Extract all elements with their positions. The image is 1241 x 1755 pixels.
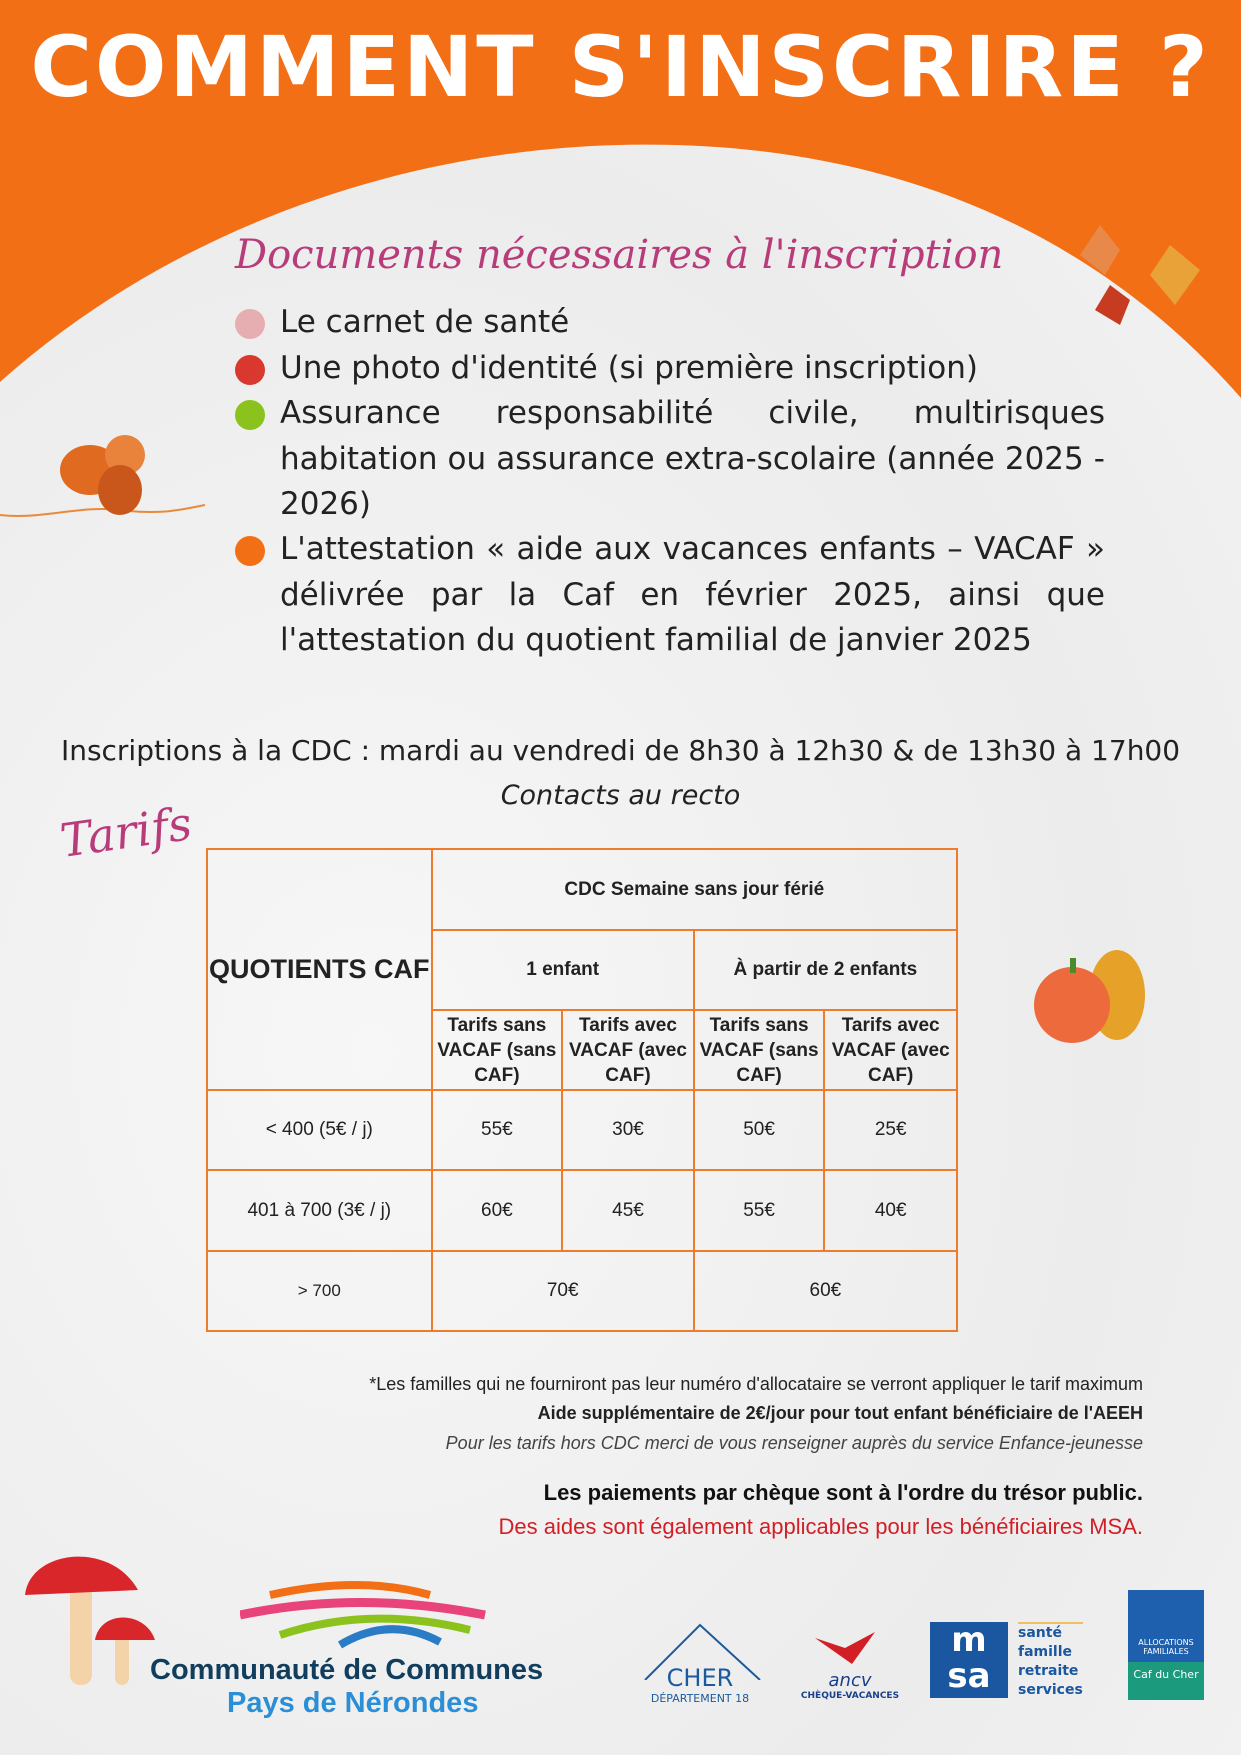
cell: 55€ (432, 1090, 563, 1170)
cell: 55€ (694, 1170, 825, 1251)
ancv-logo: ancv CHÈQUE-VACANCES (800, 1630, 900, 1701)
msa-logo: m sa santé famille retraite services (930, 1622, 1083, 1700)
cell: 45€ (562, 1170, 694, 1251)
bullet-icon (235, 309, 265, 339)
cell: 60€ (432, 1170, 563, 1251)
bullet-icon (235, 536, 265, 566)
contacts-note: Contacts au recto (500, 780, 741, 811)
ancv-bird-icon (810, 1630, 890, 1666)
cell: 50€ (694, 1090, 825, 1170)
mushrooms-illustration (20, 1540, 160, 1690)
column-header: Tarifs avec VACAF (avec CAF) (824, 1010, 957, 1090)
table-row (207, 1170, 957, 1251)
cell: 70€ (432, 1251, 694, 1331)
table-row (207, 1251, 957, 1331)
bullet-icon (235, 400, 265, 430)
column-header: Tarifs sans VACAF (sans CAF) (694, 1010, 825, 1090)
table-row (207, 1090, 957, 1170)
document-item: L'attestation « aide aux vacances enfants – VACAF » délivrée par la Caf en février 2025, ainsi que l'attestation du quotient familial de janvier 2025 (235, 527, 1105, 664)
cdc-logo-swooshes (240, 1580, 490, 1650)
page-title: COMMENT S'INSCRIRE ? (30, 18, 1211, 116)
cdc-logo: Communauté de Communes Pays de Nérondes (150, 1580, 543, 1720)
tarifs-heading: Tarifs (56, 796, 195, 868)
period-header: CDC Semaine sans jour férié (432, 849, 957, 930)
row-label: < 400 (5€ / j) (207, 1090, 432, 1170)
tarifs-table (206, 848, 958, 1332)
cell: 30€ (562, 1090, 694, 1170)
note-allocataire: *Les familles qui ne fourniront pas leur numéro d'allocataire se verront appliquer le tarif maximum (369, 1374, 1143, 1394)
document-item: Le carnet de santé (235, 300, 1105, 346)
document-item: Assurance responsabilité civile, multirisques habitation ou assurance extra-scolaire (année 2025 - 2026) (235, 391, 1105, 528)
squirrel-illustration (0, 410, 220, 530)
column-header: Tarifs avec VACAF (avec CAF) (562, 1010, 694, 1090)
document-item: Une photo d'identité (si première inscription) (235, 346, 1105, 392)
bullet-icon (235, 355, 265, 385)
cell: 40€ (824, 1170, 957, 1251)
inscription-hours: Inscriptions à la CDC : mardi au vendredi de 8h30 à 12h30 & de 13h30 à 17h00 (60, 734, 1181, 767)
row-label: > 700 (207, 1251, 432, 1331)
note-aeeh: Aide supplémentaire de 2€/jour pour tout enfant bénéficiaire de l'AEEH (537, 1403, 1143, 1423)
cher-logo: CHER DÉPARTEMENT 18 (635, 1620, 765, 1705)
note-paiements: Les paiements par chèque sont à l'ordre du trésor public. (543, 1480, 1143, 1505)
note-msa: Des aides sont également applicables pour les bénéficiaires MSA. (498, 1514, 1143, 1539)
row-label: 401 à 700 (3€ / j) (207, 1170, 432, 1251)
documents-heading: Documents nécessaires à l'inscription (235, 232, 1004, 278)
pumpkins-icon (1030, 930, 1160, 1050)
column-header: Tarifs sans VACAF (sans CAF) (432, 1010, 563, 1090)
quotients-header: QUOTIENTS CAF (207, 849, 432, 1090)
group-header: À partir de 2 enfants (694, 930, 957, 1010)
cell: 25€ (824, 1090, 957, 1170)
note-hors-cdc: Pour les tarifs hors CDC merci de vous renseigner auprès du service Enfance-jeunesse (445, 1433, 1143, 1453)
group-header: 1 enfant (432, 930, 694, 1010)
caf-logo: ALLOCATIONS FAMILIALES Caf du Cher (1128, 1590, 1204, 1700)
autumn-leaves-icon (1060, 215, 1210, 335)
cell: 60€ (694, 1251, 957, 1331)
